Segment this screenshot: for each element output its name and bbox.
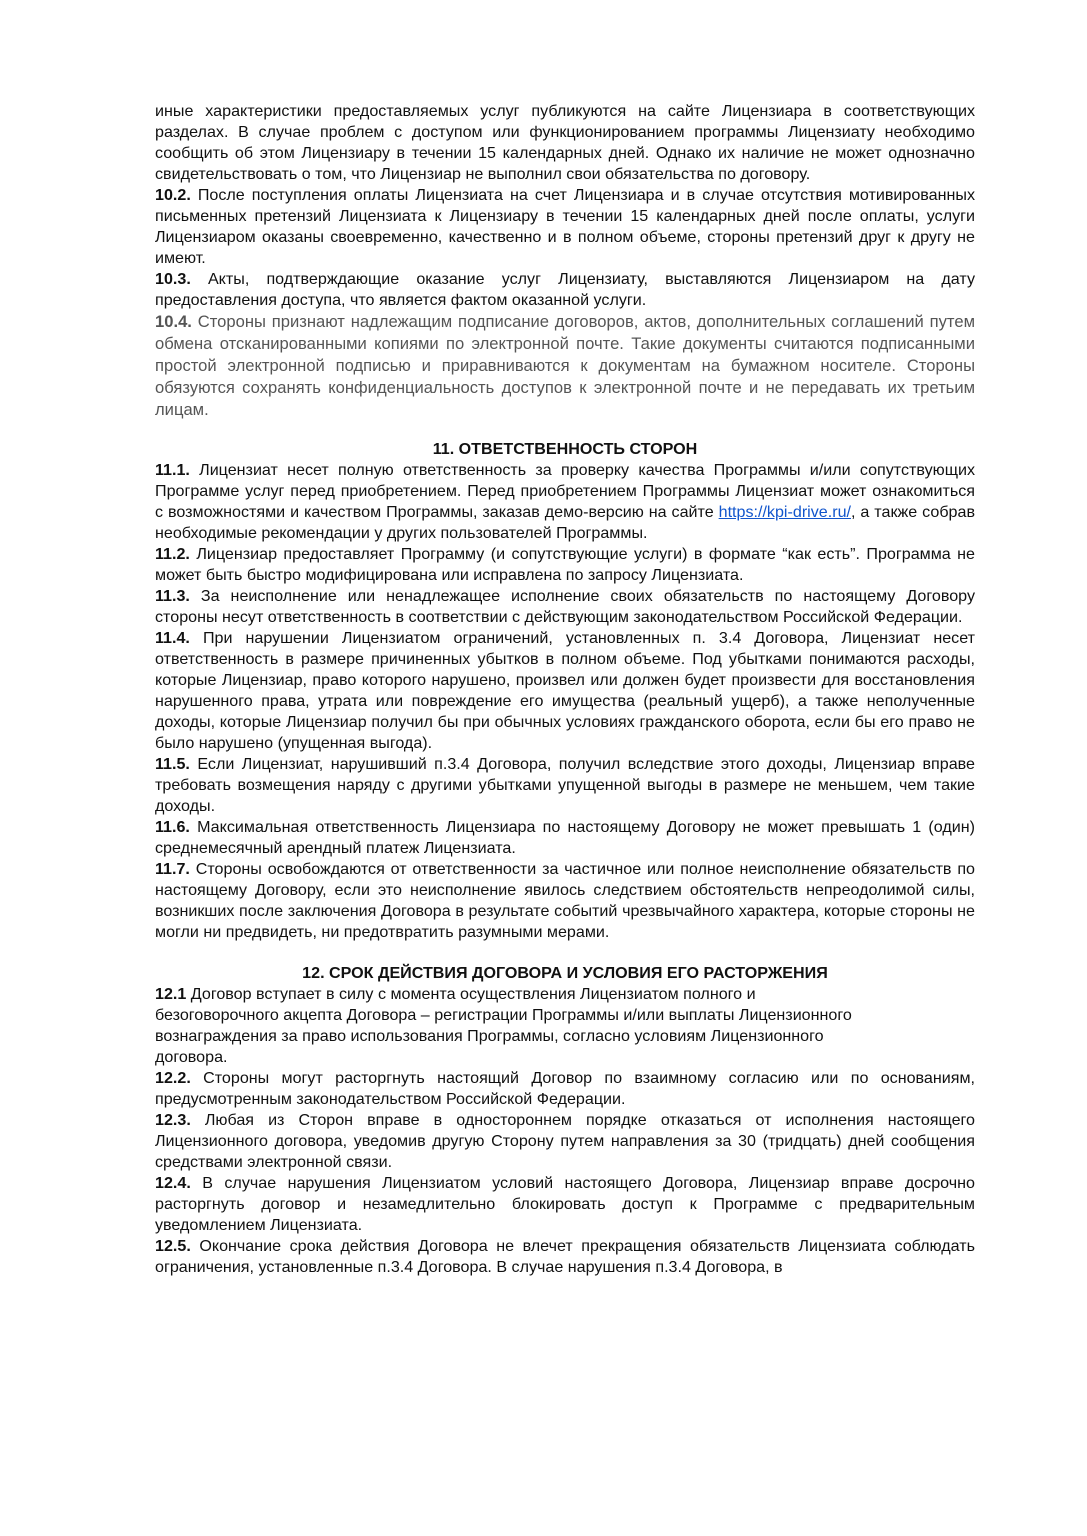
clause-12-2 [155, 1068, 975, 1110]
clause-number: 10.3. [155, 270, 191, 288]
clause-11-7 [155, 859, 975, 943]
document-page [155, 101, 975, 1278]
clause-number: 12.1 [155, 985, 187, 1003]
clause-11-1 [155, 460, 975, 544]
clause-11-5 [155, 754, 975, 817]
clause-number: 11.6. [155, 818, 190, 836]
clause-text: Любая из Сторон вправе в одностороннем порядке отказаться от исполнения настоящего Лицензионного договора, уведомив другую Сторону путем направления за 30 (тридцать) дней сообщения средствами электронной связи. [155, 1111, 975, 1171]
clause-text: Окончание срока действия Договора не влечет прекращения обязательств Лицензиата соблюдать ограничения, установленные п.3.4 Договора. В случае нарушения п.3.4 Договора, в [155, 1237, 975, 1276]
clause-text: Если Лицензиат, нарушивший п.3.4 Договора, получил вследствие этого доходы, Лицензиар вправе требовать возмещения наряду с другими убытками упущенной выгоды в размере не меньшем, чем такие доходы. [155, 755, 975, 815]
clause-12-3 [155, 1110, 975, 1173]
clause-line: договора. [155, 1048, 228, 1066]
clause-11-2 [155, 544, 975, 586]
section-11-heading: 11. ОТВЕТСТВЕННОСТЬ СТОРОН [432, 440, 698, 458]
clause-10-2 [155, 185, 975, 269]
clause-text: Стороны освобождаются от ответственности за частичное или полное неисполнение обязательств по настоящему Договору, если это неисполнение явилось следствием обстоятельств непреодолимой силы, возникших после заключения Договора в результате событий чрезвычайного характера, которые стороны не могли ни предвидеть, ни предотвратить разумными мерами. [155, 860, 975, 941]
clause-text: Максимальная ответственность Лицензиара по настоящему Договору не может превышать 1 (один) среднемесячный арендный платеж Лицензиата. [155, 818, 975, 857]
clause-text: Акты, подтверждающие оказание услуг Лицензиату, выставляются Лицензиаром на дату предоставления доступа, что является фактом оказанной услуги. [155, 270, 975, 309]
clause-line: безоговорочного акцепта Договора – регистрации Программы и/или выплаты Лицензионного [155, 1006, 852, 1024]
clause-text: Стороны могут расторгнуть настоящий Договор по взаимному согласию или по основаниям, предусмотренным законодательством Российской Федерации. [155, 1069, 975, 1108]
clause-11-3 [155, 586, 975, 628]
clause-number: 10.4. [155, 312, 192, 331]
clause-12-4 [155, 1173, 975, 1236]
clause-line: вознаграждения за право использования Программы, согласно условиям Лицензионного [155, 1027, 824, 1045]
clause-text: Стороны признают надлежащим подписание договоров, актов, дополнительных соглашений путем обмена отсканированными копиями по электронной почте. Такие документы считаются подписанными простой электронной подписью и приравниваются к документам на бумажном носителе. Стороны обязуются сохранять конфиденциальность доступов к электронной почте и не передавать их третьим лицам. [155, 312, 975, 419]
clause-11-6 [155, 817, 975, 859]
clause-10-4 [155, 311, 975, 421]
clause-number: 11.5. [155, 755, 190, 773]
clause-number: 12.4. [155, 1174, 191, 1192]
clause-number: 12.5. [155, 1237, 191, 1255]
clause-number: 11.2. [155, 545, 190, 563]
clause-number: 10.2. [155, 186, 191, 204]
clause-text: Лицензиат несет полную ответственность за проверку качества Программы и/или сопутствующих Программе услуг перед приобретением. Перед приобретением Программы Лицензиат может ознакомиться с возможностями и качеством Программы, заказав демо-версию на сайте [155, 461, 975, 521]
clause-12-1 [155, 984, 975, 1068]
clause-number: 12.3. [155, 1111, 191, 1129]
clause-10-3 [155, 269, 975, 311]
clause-line: Договор вступает в силу с момента осуществления Лицензиатом полного и [186, 985, 756, 1003]
clause-number: 11.4. [155, 629, 190, 647]
clause-text: При нарушении Лицензиатом ограничений, установленных п. 3.4 Договора, Лицензиат несет ответственность в размере причиненных убытков в полном объеме. Под убытками понимаются расходы, которые Лицензиар, право которого нарушено, произвел или должен будет произвести для восстановления нарушенного права, утрата или повреждение его имущества (реальный ущерб), а также неполученные доходы, которые Лицензиар получил бы при обычных условиях гражданского оборота, если бы его право не было нарушено (упущенная выгода). [155, 629, 975, 752]
clause-12-5 [155, 1236, 975, 1278]
clause-text: Лицензиар предоставляет Программу (и сопутствующие услуги) в формате “как есть”. Программа не может быть быстро модифицирована или исправлена по запросу Лицензиата. [155, 545, 975, 584]
clause-11-4 [155, 628, 975, 754]
clause-text: , а также собрав необходимые рекомендации у других пользователей Программы. [155, 503, 975, 542]
clause-text: После поступления оплаты Лицензиата на счет Лицензиара и в случае отсутствия мотивированных письменных претензий Лицензиата к Лицензиару в течении 15 календарных дней после оплаты, услуги Лицензиаром оказаны своевременно, качественно и в полном объеме, стороны претензий друг к другу не имеют. [155, 186, 975, 267]
clause-number: 11.3. [155, 587, 190, 605]
clause-text: За неисполнение или ненадлежащее исполнение своих обязательств по настоящему Договору стороны несут ответственность в соответствии с действующим законодательством Российской Федерации. [155, 587, 975, 626]
clause-text: В случае нарушения Лицензиатом условий настоящего Договора, Лицензиар вправе досрочно расторгнуть договор и незамедлительно блокировать доступ к Программе с предварительным уведомлением Лицензиата. [155, 1174, 975, 1234]
paragraph-intro: иные характеристики предоставляемых услуг публикуются на сайте Лицензиара в соответствующих разделах. В случае проблем с доступом или функционированием программы Лицензиату необходимо сообщить об этом Лицензиару в течении 15 календарных дней. Однако их наличие не может однозначно свидетельствовать о том, что Лицензиар не выполнил свои обязательства по договору. [155, 102, 975, 183]
website-link[interactable]: https://kpi-drive.ru/ [718, 503, 851, 521]
clause-number: 12.2. [155, 1069, 191, 1087]
section-12-heading: 12. СРОК ДЕЙСТВИЯ ДОГОВОРА И УСЛОВИЯ ЕГО РАСТОРЖЕНИЯ [302, 964, 828, 982]
clause-number: 11.1. [155, 461, 190, 479]
clause-number: 11.7. [155, 860, 190, 878]
